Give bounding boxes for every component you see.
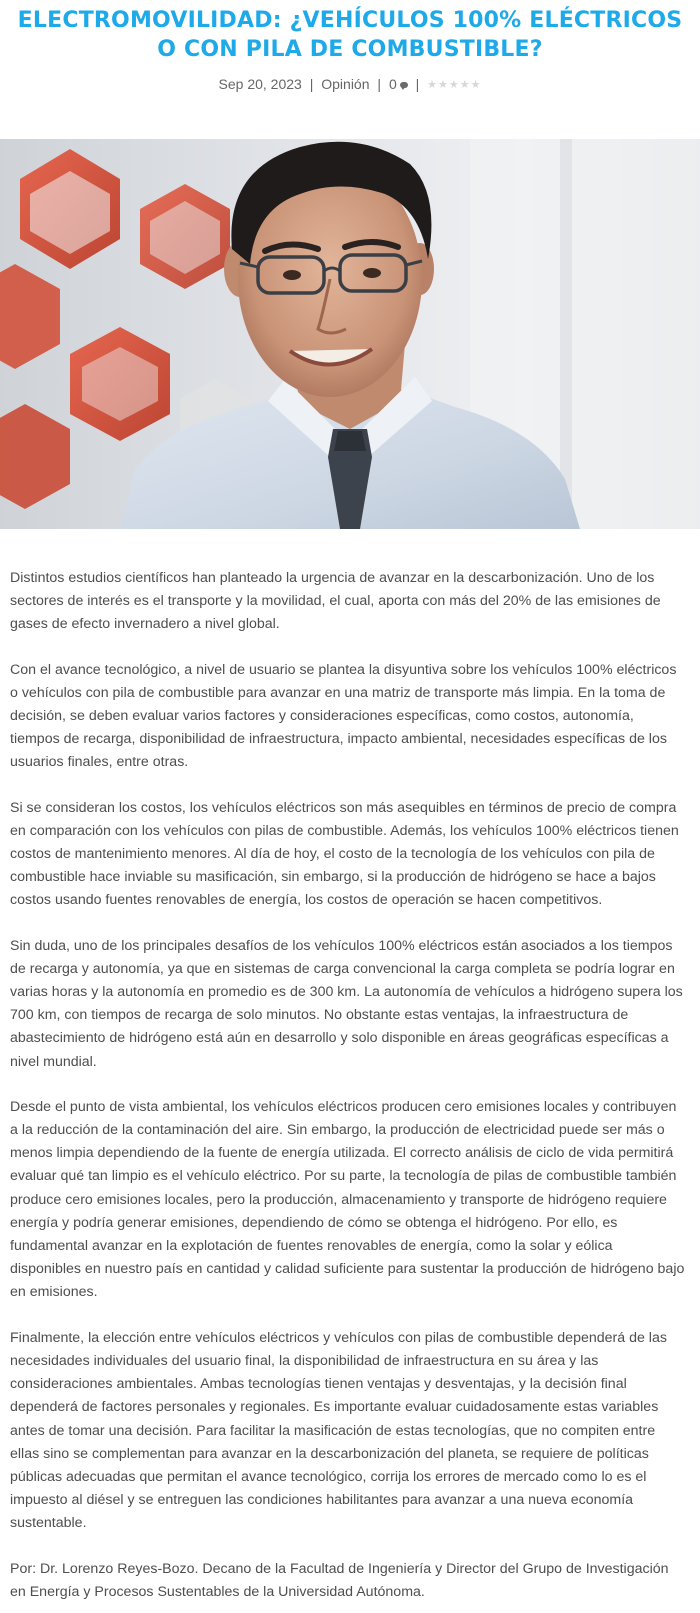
paragraph: Distintos estudios científicos han planteado la urgencia de avanzar en la descarbonización. Uno de los sectores de interés es el transporte y la movilidad, el cual, aporta con más del 20% de las emisiones de gases de efecto invernadero a nivel global. — [10, 570, 661, 633]
paragraph: Finalmente, la elección entre vehículos eléctricos y vehículos con pilas de combustible dependerá de las necesidades individuales del usuario final, la disponibilidad de infraestructura en su área y las consideraciones ambientales. Ambas tecnologías tienen ventajas y desventajas, y la decisión final dependerá de factores personales y regionales. Es importante evaluar cuidadosamente estas variables antes de tomar una decisión. Para facilitar la masificación de estas tecnologías, que no compiten entre ellas sino se complementan para avanzar en la descarbonización del planeta, se requiere de políticas públicas adecuadas que permitan el avance tecnológico, corrija los errores de mercado como lo es el impuesto al diésel y se entreguen las condiciones habilitantes para avanzar a una nueva economía sustentable. — [10, 1329, 667, 1532]
paragraph: Desde el punto de vista ambiental, los vehículos eléctricos producen cero emisiones locales y contribuyen a la reducción de la contaminación del aire. Sin embargo, la producción de electricidad puede ser más o menos limpia dependiendo de la fuente de energía utilizada. El correcto análisis de ciclo de vida permitirá evaluar qué tan limpio es el vehículo eléctrico. Por su parte, la tecnología de pilas de combustible también produce cero emisiones locales, pero la producción, almacenamiento y transporte de hidrógeno requiere energía y podría generar emisiones, dependiendo de cómo se obtenga el hidrógeno. Por ello, es fundamental avanzar en la explotación de fuentes renovables de energía, como la solar y eólica disponibles en nuestro país en cantidad y calidad suficiente para sustentar la producción de hidrógeno bajo en emisiones. — [10, 1098, 685, 1301]
paragraph: Sin duda, uno de los principales desafíos de los vehículos 100% eléctricos están asociados a los tiempos de recarga y autonomía, ya que en sistemas de carga convencional la carga completa se podría lograr en varias horas y la autonomía en promedio es de 300 km. La autonomía de vehículos a hidrógeno supera los 700 km, con tiempos de recarga de solo minutos. No obstante estas ventajas, la infraestructura de abastecimiento de hidrógeno está aún en desarrollo y solo disponible en áreas geográficas específicas a nivel mundial. — [10, 937, 683, 1070]
comment-icon — [400, 82, 408, 88]
meta-separator: | — [415, 76, 420, 92]
rating-stars-icon: ★★★★★ — [427, 79, 482, 91]
article-body — [0, 529, 700, 1604]
post-date: Sep 20, 2023 — [218, 76, 302, 92]
author-byline: Por: Dr. Lorenzo Reyes-Bozo. Decano de la Facultad de Ingeniería y Director del Grupo de Investigación en Energía y Procesos Sustentables de la Universidad Autónoma. — [10, 1560, 669, 1600]
meta-separator: | — [377, 76, 382, 92]
hero-image — [0, 139, 700, 529]
comments-count: 0 — [388, 76, 397, 92]
paragraph: Si se consideran los costos, los vehículos eléctricos son más asequibles en términos de precio de compra en comparación con los vehículos con pilas de combustible. Además, los vehículos 100% eléctricos tienen costos de mantenimiento menores. Al día de hoy, el costo de la tecnología de los vehículos con pila de combustible hace inviable su masificación, sin embargo, si la producción de hidrógeno se hace a bajos costos usando fuentes renovables de energía, los costos de operación se hacen competitivos. — [10, 799, 679, 909]
category-link[interactable]: Opinión — [321, 76, 370, 92]
article-title: ELECTROMOVILIDAD: ¿VEHÍCULOS 100% ELÉCTRICOS O CON PILA DE COMBUSTIBLE? — [17, 8, 683, 62]
portrait-photo-icon — [0, 139, 700, 529]
meta-separator: | — [309, 76, 314, 92]
comments-link[interactable] — [389, 76, 408, 92]
paragraph: Con el avance tecnológico, a nivel de usuario se plantea la disyuntiva sobre los vehículos 100% eléctricos o vehículos con pila de combustible para avanzar en una matriz de transporte más limpia. En la toma de decisión, se deben evaluar varios factores y consideraciones específicas, como costos, autonomía, tiempos de recarga, disponibilidad de infraestructura, impacto ambiental, necesidades específicas de los usuarios finales, entre otras. — [10, 661, 677, 771]
post-meta — [0, 75, 700, 93]
